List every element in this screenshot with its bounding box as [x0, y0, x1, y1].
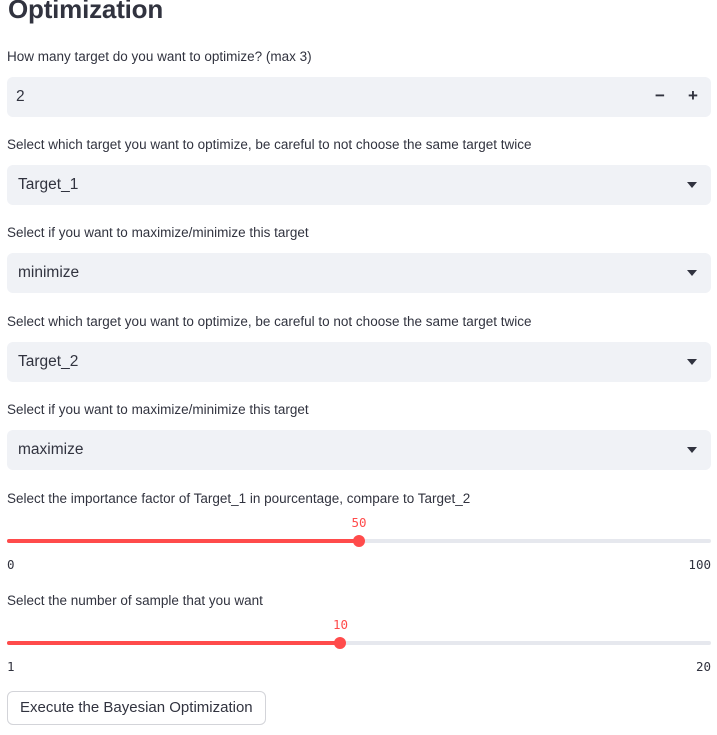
slider-min-label: 0: [7, 557, 15, 572]
target-2-direction-select[interactable]: [7, 430, 711, 470]
target-1-direction-value: minimize: [18, 264, 80, 281]
chevron-down-icon: [687, 270, 697, 276]
page-title: Optimization: [8, 0, 164, 24]
target-1-direction-label: Select if you want to maximize/minimize this target: [7, 225, 309, 240]
slider-value: 50: [351, 515, 367, 530]
importance-slider-label: Select the importance factor of Target_1 in pourcentage, compare to Target_2: [7, 491, 471, 506]
slider-fill: [7, 641, 340, 645]
target-1-select[interactable]: [7, 165, 711, 205]
slider-max-label: 20: [695, 659, 711, 674]
target-1-direction-select[interactable]: [7, 253, 711, 293]
target-2-direction-label: Select if you want to maximize/minimize this target: [7, 402, 309, 417]
target-2-select-label: Select which target you want to optimize, be careful to not choose the same target twice: [7, 314, 532, 329]
samples-slider-label: Select the number of sample that you want: [7, 593, 263, 608]
samples-slider[interactable]: [7, 617, 711, 683]
chevron-down-icon: [687, 182, 697, 188]
target-1-select-value: Target_1: [18, 176, 79, 193]
decrement-button[interactable]: −: [655, 86, 665, 105]
slider-min-label: 1: [7, 659, 15, 674]
target-2-select[interactable]: [7, 342, 711, 382]
chevron-down-icon: [687, 447, 697, 453]
num-targets-value[interactable]: 2: [16, 88, 25, 105]
chevron-down-icon: [687, 359, 697, 365]
target-1-select-label: Select which target you want to optimize, be careful to not choose the same target twice: [7, 137, 532, 152]
increment-button[interactable]: +: [688, 86, 698, 105]
slider-max-label: 100: [688, 557, 711, 572]
target-2-direction-value: maximize: [18, 441, 84, 458]
importance-slider[interactable]: [7, 515, 711, 581]
slider-track[interactable]: [7, 641, 711, 645]
slider-fill: [7, 539, 359, 543]
slider-value: 10: [332, 617, 348, 632]
execute-optimization-button[interactable]: Execute the Bayesian Optimization: [7, 691, 266, 725]
slider-thumb[interactable]: [334, 637, 346, 649]
slider-thumb[interactable]: [353, 535, 365, 547]
num-targets-label: How many target do you want to optimize? (max 3): [7, 49, 312, 64]
target-2-select-value: Target_2: [18, 353, 79, 370]
num-targets-input[interactable]: [7, 77, 711, 117]
